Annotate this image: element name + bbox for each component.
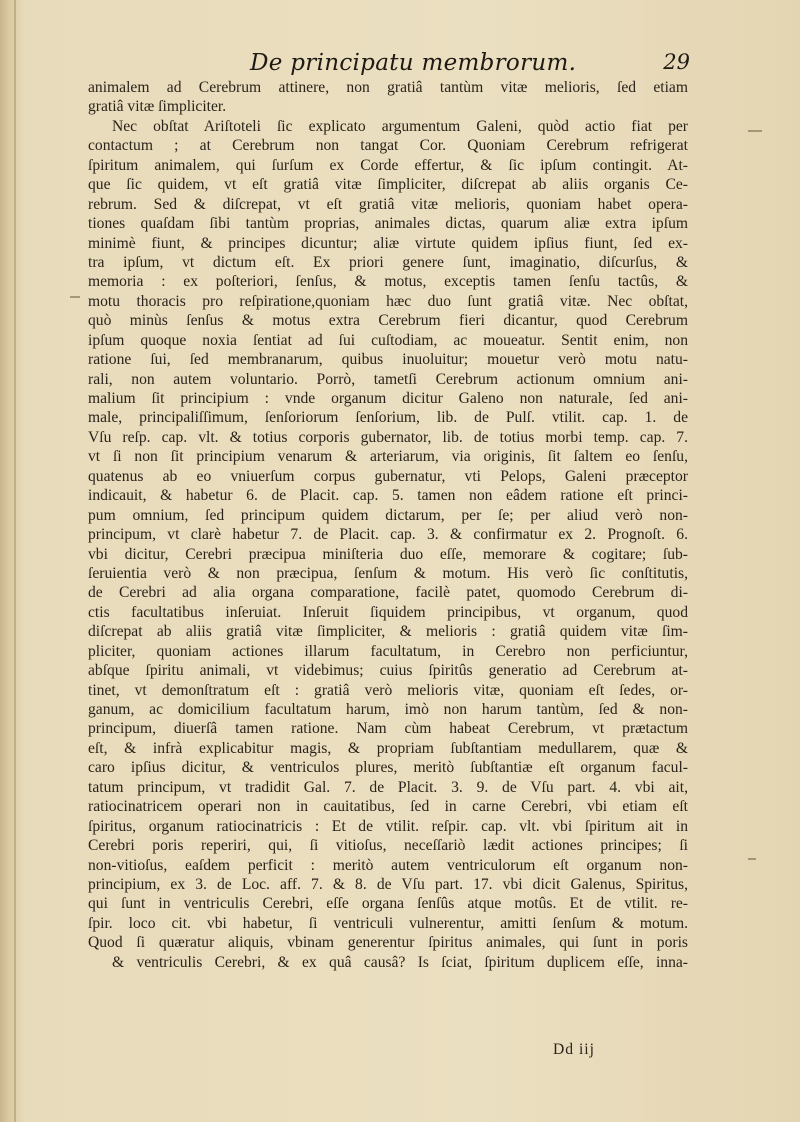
text-line: Cerebri poris reperiri, qui, ſi vitioſus, neceſſariò lædit actiones principes; ſi (88, 837, 688, 855)
text-line: principum, vt clarè habetur 7. de Placit. cap. 3. & confirmatur ex 2. Prognoſt. 6. (88, 526, 688, 544)
text-line: Nec obſtat Ariſtoteli ſic explicato argumentum Galeni, quòd actio fiat per (112, 117, 688, 135)
text-line: principum, diuerſâ tamen ratione. Nam cùm habeat Cerebrum, vt prætactum (88, 720, 688, 738)
text-line: que ſic quidem, vt eſt gratiâ vitæ ſimpliciter, diſcrepat ab aliis organis Ce- (88, 176, 688, 194)
page-number: 29 (663, 50, 690, 74)
text-line: ipſum quoque noxia ſentiat ad ſui cuſtodiam, ac moueatur. Sentit enim, non (88, 331, 688, 349)
text-line: tatum principum, vt tradidit Gal. 7. de Placit. 3. 9. de Vſu part. 4. vbi ait, (88, 778, 688, 796)
margin-mark (748, 858, 756, 860)
text-line: & ventriculis Cerebri, & ex quâ causâ? Is ſciat, ſpiritum duplicem eſſe, inna- (112, 953, 688, 971)
margin-mark (748, 130, 762, 132)
text-line: quatenus ab eo vniuerſum corpus gubernatur, vti Pelops, Galeni præceptor (88, 467, 688, 485)
text-line: tiones quaſdam ſibi tantùm proprias, animales dictas, quarum aliæ extra ipſum (88, 215, 688, 233)
text-line: contactum ; at Cerebrum non tangat Cor. Quoniam Cerebrum refrigerat (88, 137, 688, 155)
text-line: gratiâ vitæ ſimpliciter. (88, 98, 227, 116)
text-line: principium, ex 3. de Loc. aff. 7. & 8. de Vſu part. 17. vbi dicit Galenus, Spiritus, (88, 875, 688, 893)
body-text (88, 78, 688, 972)
text-line: qui ſunt in ventriculis Cerebri, eſſe organa ſenſûs atque motûs. Et de vtilit. re- (88, 895, 688, 913)
text-line: quò minùs ſenſus & motus extra Cerebrum fieri dicantur, quod Cerebrum (88, 312, 688, 330)
text-line: Quod ſi quæratur aliquis, vbinam generentur ſpiritus animales, qui ſunt in poris (88, 934, 688, 952)
text-line: tinet, vt demonſtratum eſt : gratiâ verò melioris vitæ, quoniam eſt ſedes, or- (88, 681, 688, 699)
text-line: ratione ſui, ſed membranarum, quibus inuoluitur; mouetur verò motu natu- (88, 351, 688, 369)
text-line: animalem ad Cerebrum attinere, non gratiâ tantùm vitæ melioris, ſed etiam (88, 79, 688, 96)
text-line: de Cerebri ad alia organa comparatione, facilè patet, quomodo Cerebrum di- (88, 584, 688, 602)
catchword-signature: Dd iij (553, 1041, 595, 1058)
text-line: caro ipſius dicitur, & ventriculos plures, meritò ſubſtantiæ eſt organum facul- (88, 759, 688, 777)
text-line: pum omnium, ſed principum quidem dictarum, per ſe; per aliud verò non- (88, 506, 688, 524)
running-head: De principatu membrorum. (250, 50, 577, 76)
text-line: ganum, ac domicilium facultatum harum, imò non harum tantùm, ſed & non- (88, 701, 688, 718)
text-line: motu thoracis pro reſpiratione,quoniam hæc duo ſunt gratiâ vitæ. Nec obſtat, (88, 292, 688, 310)
text-line: ratiocinatricem operari non in cauitatibus, ſed in carne Cerebri, vbi etiam eſt (88, 798, 688, 816)
text-line: ctis facultatibus inſeruiat. Inſeruit ſiquidem principibus, vt organum, quod (88, 603, 688, 621)
text-line: ſpiritus, organum ratiocinatricis : Et de vtilit. reſpir. cap. vlt. vbi ſpiritum ait in (88, 817, 688, 835)
text-line: Vſu reſp. cap. vlt. & totius corporis gubernator, lib. de totius morbi temp. cap. 7. (88, 428, 688, 446)
text-line: rebrum. Sed & diſcrepat, vt eſt gratiâ vitæ melioris, quoniam habet opera- (88, 195, 688, 213)
text-line: vt ſi non ſit principium venarum & arteriarum, via originis, ſit ſaltem eo ſenſu, (88, 448, 688, 466)
text-line: rali, non autem voluntario. Porrò, tametſi Cerebrum actionum omnium ani- (88, 370, 688, 388)
text-line: non-vitioſus, eaſdem perficit : meritò autem ventriculorum eſt organum non- (88, 856, 688, 874)
text-line: minimè fiunt, & principes dicuntur; aliæ virtute quidem ipſius fiunt, ſed ex- (88, 234, 688, 252)
text-line: vbi dicitur, Cerebri præcipua miniſteria duo eſſe, memorare & cogitare; ſub- (88, 545, 688, 563)
text-line: memoria : ex poſteriori, ſenſus, & motus, exceptis tamen ſenſu tactûs, & (88, 273, 688, 291)
text-line: pliciter, quoniam actiones illarum facultatum, in Cerebro non perficiuntur, (88, 642, 688, 660)
text-line: malium ſit principium : vnde organum dicitur Galeno non naturale, ſed ani- (88, 390, 688, 407)
binding-gutter (14, 0, 16, 1122)
margin-mark (70, 296, 80, 298)
text-line: tra ipſum, vt dictum eſt. Ex priori genere ſunt, imaginatio, diſcurſus, & (88, 253, 688, 271)
text-line: ſpiritum animalem, qui ſurſum ex Corde effertur, & ſic ipſum contingit. At- (88, 156, 688, 174)
text-line: ſpir. loco cit. vbi habetur, ſi ventriculi vulnerentur, amitti ſenſum & motum. (88, 914, 688, 932)
text-line: diſcrepat ab aliis gratiâ vitæ ſimpliciter, & melioris : gratiâ quidem vitæ ſim- (88, 623, 688, 641)
text-line: indicauit, & habetur 6. de Placit. cap. 5. tamen non eâdem ratione eſt princi- (88, 487, 688, 505)
text-line: male, principaliſſimum, ſenſoriorum ſenſorium, lib. de Pulſ. vtilit. cap. 1. de (88, 409, 688, 427)
text-line: eſt, & infrà explicabitur magis, & propriam ſubſtantiam medullarem, quæ & (88, 739, 688, 757)
text-line: abſque ſpiritu animali, vt videbimus; cuius ſpiritûs generatio ad Cerebrum at- (88, 662, 688, 680)
text-line: ſeruientia verò & non præcipua, ſenſum & motum. His verò ſic conſtitutis, (88, 564, 688, 582)
